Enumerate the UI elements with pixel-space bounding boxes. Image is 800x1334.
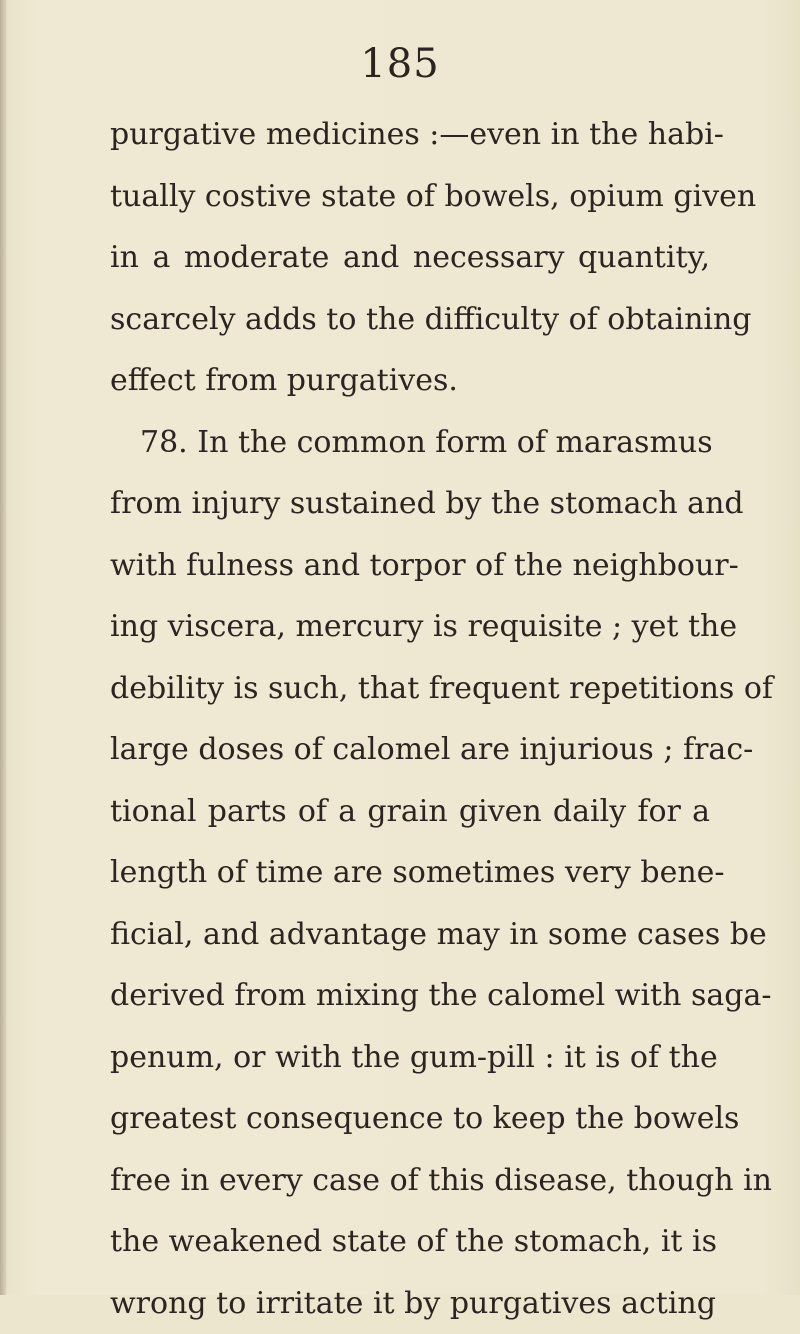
text-line: wrong to irritate it by purgatives acting xyxy=(110,1273,710,1334)
text-line: length of time are sometimes very bene- xyxy=(110,842,710,904)
paragraph-start-line: 78. In the common form of marasmus xyxy=(110,412,710,474)
text-line: free in every case of this disease, though in xyxy=(110,1150,710,1212)
text-line: ing viscera, mercury is requisite ; yet the xyxy=(110,596,710,658)
text-line: derived from mixing the calomel with saga- xyxy=(110,965,710,1027)
text-line: from injury sustained by the stomach and xyxy=(110,473,710,535)
text-line: the weakened state of the stomach, it is xyxy=(110,1211,710,1273)
text-line: penum, or with the gum-pill : it is of the xyxy=(110,1027,710,1089)
text-line: effect from purgatives. xyxy=(110,350,710,412)
text-line: in a moderate and necessary quantity, xyxy=(110,227,710,289)
text-line: tional parts of a grain given daily for a xyxy=(110,781,710,843)
text-line: greatest consequence to keep the bowels xyxy=(110,1088,710,1150)
page-binding-edge xyxy=(0,0,6,1295)
text-line: scarcely adds to the difficulty of obtaining xyxy=(110,289,710,351)
body-text xyxy=(110,104,710,1334)
text-line: ficial, and advantage may in some cases be xyxy=(110,904,710,966)
text-line: tually costive state of bowels, opium given xyxy=(110,166,710,228)
text-line: purgative medicines :—even in the habi- xyxy=(110,104,710,166)
page-number: 185 xyxy=(0,42,800,86)
text-line: debility is such, that frequent repetitions of xyxy=(110,658,710,720)
text-line: large doses of calomel are injurious ; frac- xyxy=(110,719,710,781)
text-line: with fulness and torpor of the neighbour- xyxy=(110,535,710,597)
